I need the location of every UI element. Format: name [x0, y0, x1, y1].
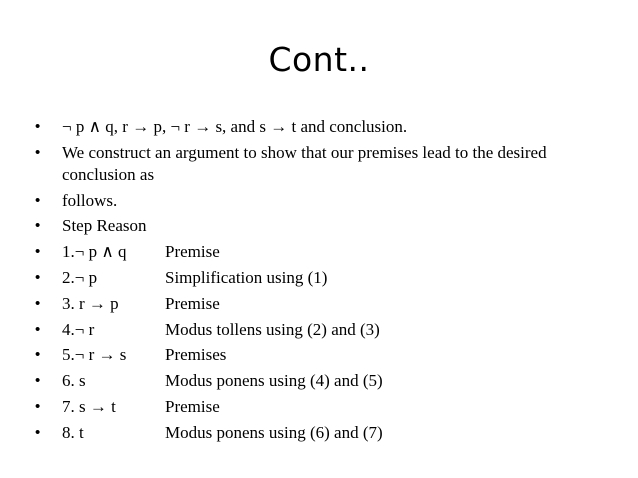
bullet-dot: • [35, 191, 41, 209]
bullet-item [0, 190, 638, 212]
bullet-dot: • [35, 372, 41, 390]
step-reason: Simplification using (1) [165, 267, 328, 287]
step-reason: Premises [165, 345, 227, 365]
step-row [0, 370, 638, 392]
slide-title: Cont.. [268, 40, 370, 79]
step-row [0, 241, 638, 263]
step-label: 5.¬ r → s [62, 345, 127, 365]
step-label: 6. s [62, 371, 86, 391]
bullet-list [0, 116, 638, 448]
step-label: 4.¬ r [62, 319, 95, 339]
bullet-dot: • [35, 217, 41, 235]
step-row [0, 422, 638, 444]
bullet-text: We construct an argument to show that our premises lead to the desired conclusion as [62, 142, 547, 184]
step-label: 7. s → t [62, 396, 116, 416]
step-row [0, 267, 638, 289]
bullet-dot: • [35, 143, 41, 161]
step-label: 8. t [62, 422, 84, 442]
step-reason: Premise [165, 396, 220, 416]
bullet-dot: • [35, 243, 41, 261]
step-reason: Modus ponens using (6) and (7) [165, 422, 383, 442]
step-reason: Premise [165, 293, 220, 313]
bullet-dot: • [35, 320, 41, 338]
bullet-text: follows. [62, 190, 118, 210]
step-label: 1.¬ p ∧ q [62, 242, 127, 262]
bullet-dot: • [35, 118, 41, 135]
bullet-text: Step Reason [62, 216, 147, 236]
step-label: 3. r → p [62, 293, 119, 313]
step-reason: Modus tollens using (2) and (3) [165, 319, 380, 339]
bullet-dot: • [35, 397, 41, 415]
step-reason: Premise [165, 242, 220, 262]
step-reason: Modus ponens using (4) and (5) [165, 371, 383, 391]
step-row [0, 293, 638, 315]
bullet-dot: • [35, 294, 41, 312]
bullet-item [0, 215, 638, 237]
step-row [0, 344, 638, 366]
step-row [0, 396, 638, 418]
step-label: 2.¬ p [62, 267, 98, 287]
bullet-dot: • [35, 423, 41, 441]
bullet-item [0, 142, 638, 186]
bullet-dot: • [35, 268, 41, 286]
bullet-dot: • [35, 346, 41, 364]
step-row [0, 319, 638, 341]
bullet-item [0, 116, 638, 138]
bullet-text: ¬ p ∧ q, r → p, ¬ r → s, and s → t and conclusion. [62, 117, 408, 136]
